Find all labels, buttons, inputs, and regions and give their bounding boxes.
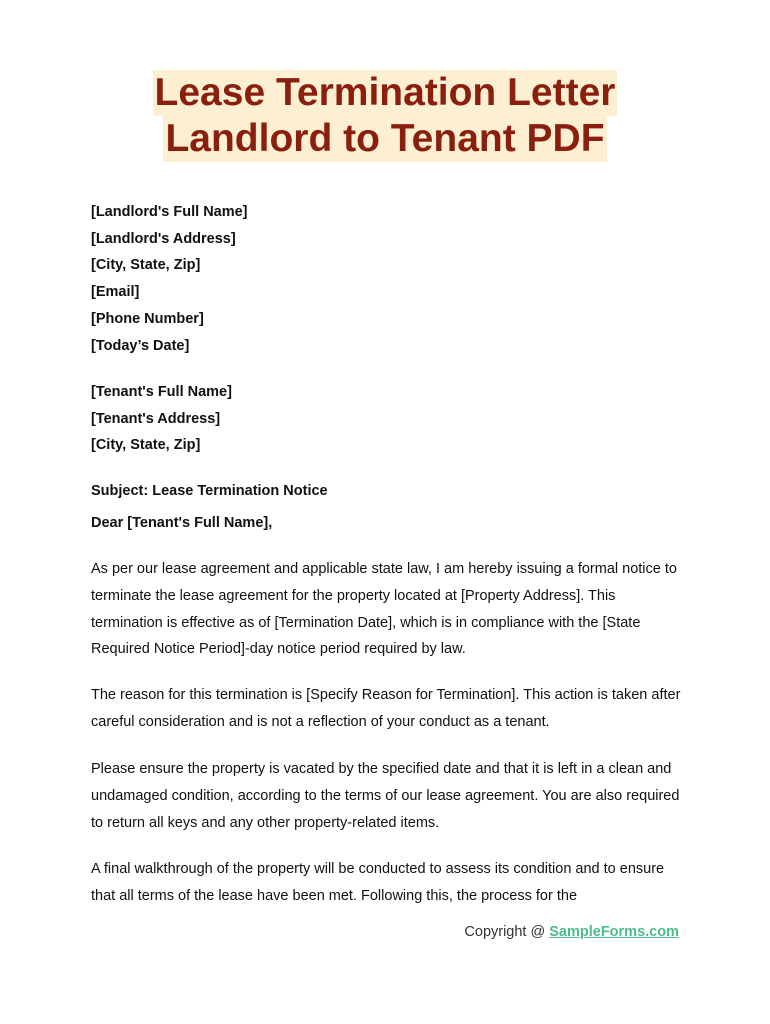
paragraph-text: The reason for this termination is [Specify Reason for Termination]. This action is taken after careful consideration and is not a reflection of your conduct as a tenant.: [91, 687, 681, 730]
sampleforms-link[interactable]: SampleForms.com: [549, 924, 679, 940]
landlord-email: [Email]: [91, 284, 140, 301]
copyright-footer: [464, 924, 679, 940]
landlord-name: [Landlord's Full Name]: [91, 204, 248, 220]
landlord-address: [Landlord's Address]: [91, 230, 236, 247]
subject-line: [91, 478, 691, 505]
tenant-address-block: [91, 379, 691, 459]
landlord-address-block: [91, 199, 691, 359]
title-line-1: Lease Termination Letter: [154, 71, 616, 114]
paragraph-text: As per our lease agreement and applicable state law, I am hereby issuing a formal notice to terminate the lease agreement for the property located at [Property Address]. This termination is effective as of [Termination Date], which is in compliance with the [State Required Notice Period]-day notice period required by law.: [91, 561, 677, 658]
salutation: [91, 510, 691, 537]
copyright-prefix: Copyright @: [464, 924, 550, 940]
letter-date: [Today’s Date]: [91, 337, 190, 354]
tenant-name: [Tenant's Full Name]: [91, 384, 232, 400]
title-line-2: Landlord to Tenant PDF: [165, 117, 605, 160]
landlord-phone: [Phone Number]: [91, 310, 204, 327]
paragraph-4: [91, 856, 681, 910]
salutation-text: Dear [Tenant's Full Name],: [91, 515, 273, 531]
tenant-address: [Tenant's Address]: [91, 410, 221, 427]
paragraph-3: [91, 756, 681, 836]
paragraph-text: A final walkthrough of the property will be conducted to assess its condition and to ensure that all terms of the lease have been met. Following this, the process for the: [91, 861, 665, 904]
paragraph-2: [91, 682, 681, 736]
paragraph-1: [91, 556, 681, 663]
landlord-city-state-zip: [City, State, Zip]: [91, 257, 201, 274]
tenant-city-state-zip: [City, State, Zip]: [91, 437, 201, 454]
document-title: [0, 70, 770, 162]
paragraph-text: Please ensure the property is vacated by the specified date and that it is left in a clean and undamaged condition, according to the terms of our lease agreement. You are also required to return all keys and any other property-related items.: [91, 761, 680, 831]
subject-text: Subject: Lease Termination Notice: [91, 483, 328, 499]
